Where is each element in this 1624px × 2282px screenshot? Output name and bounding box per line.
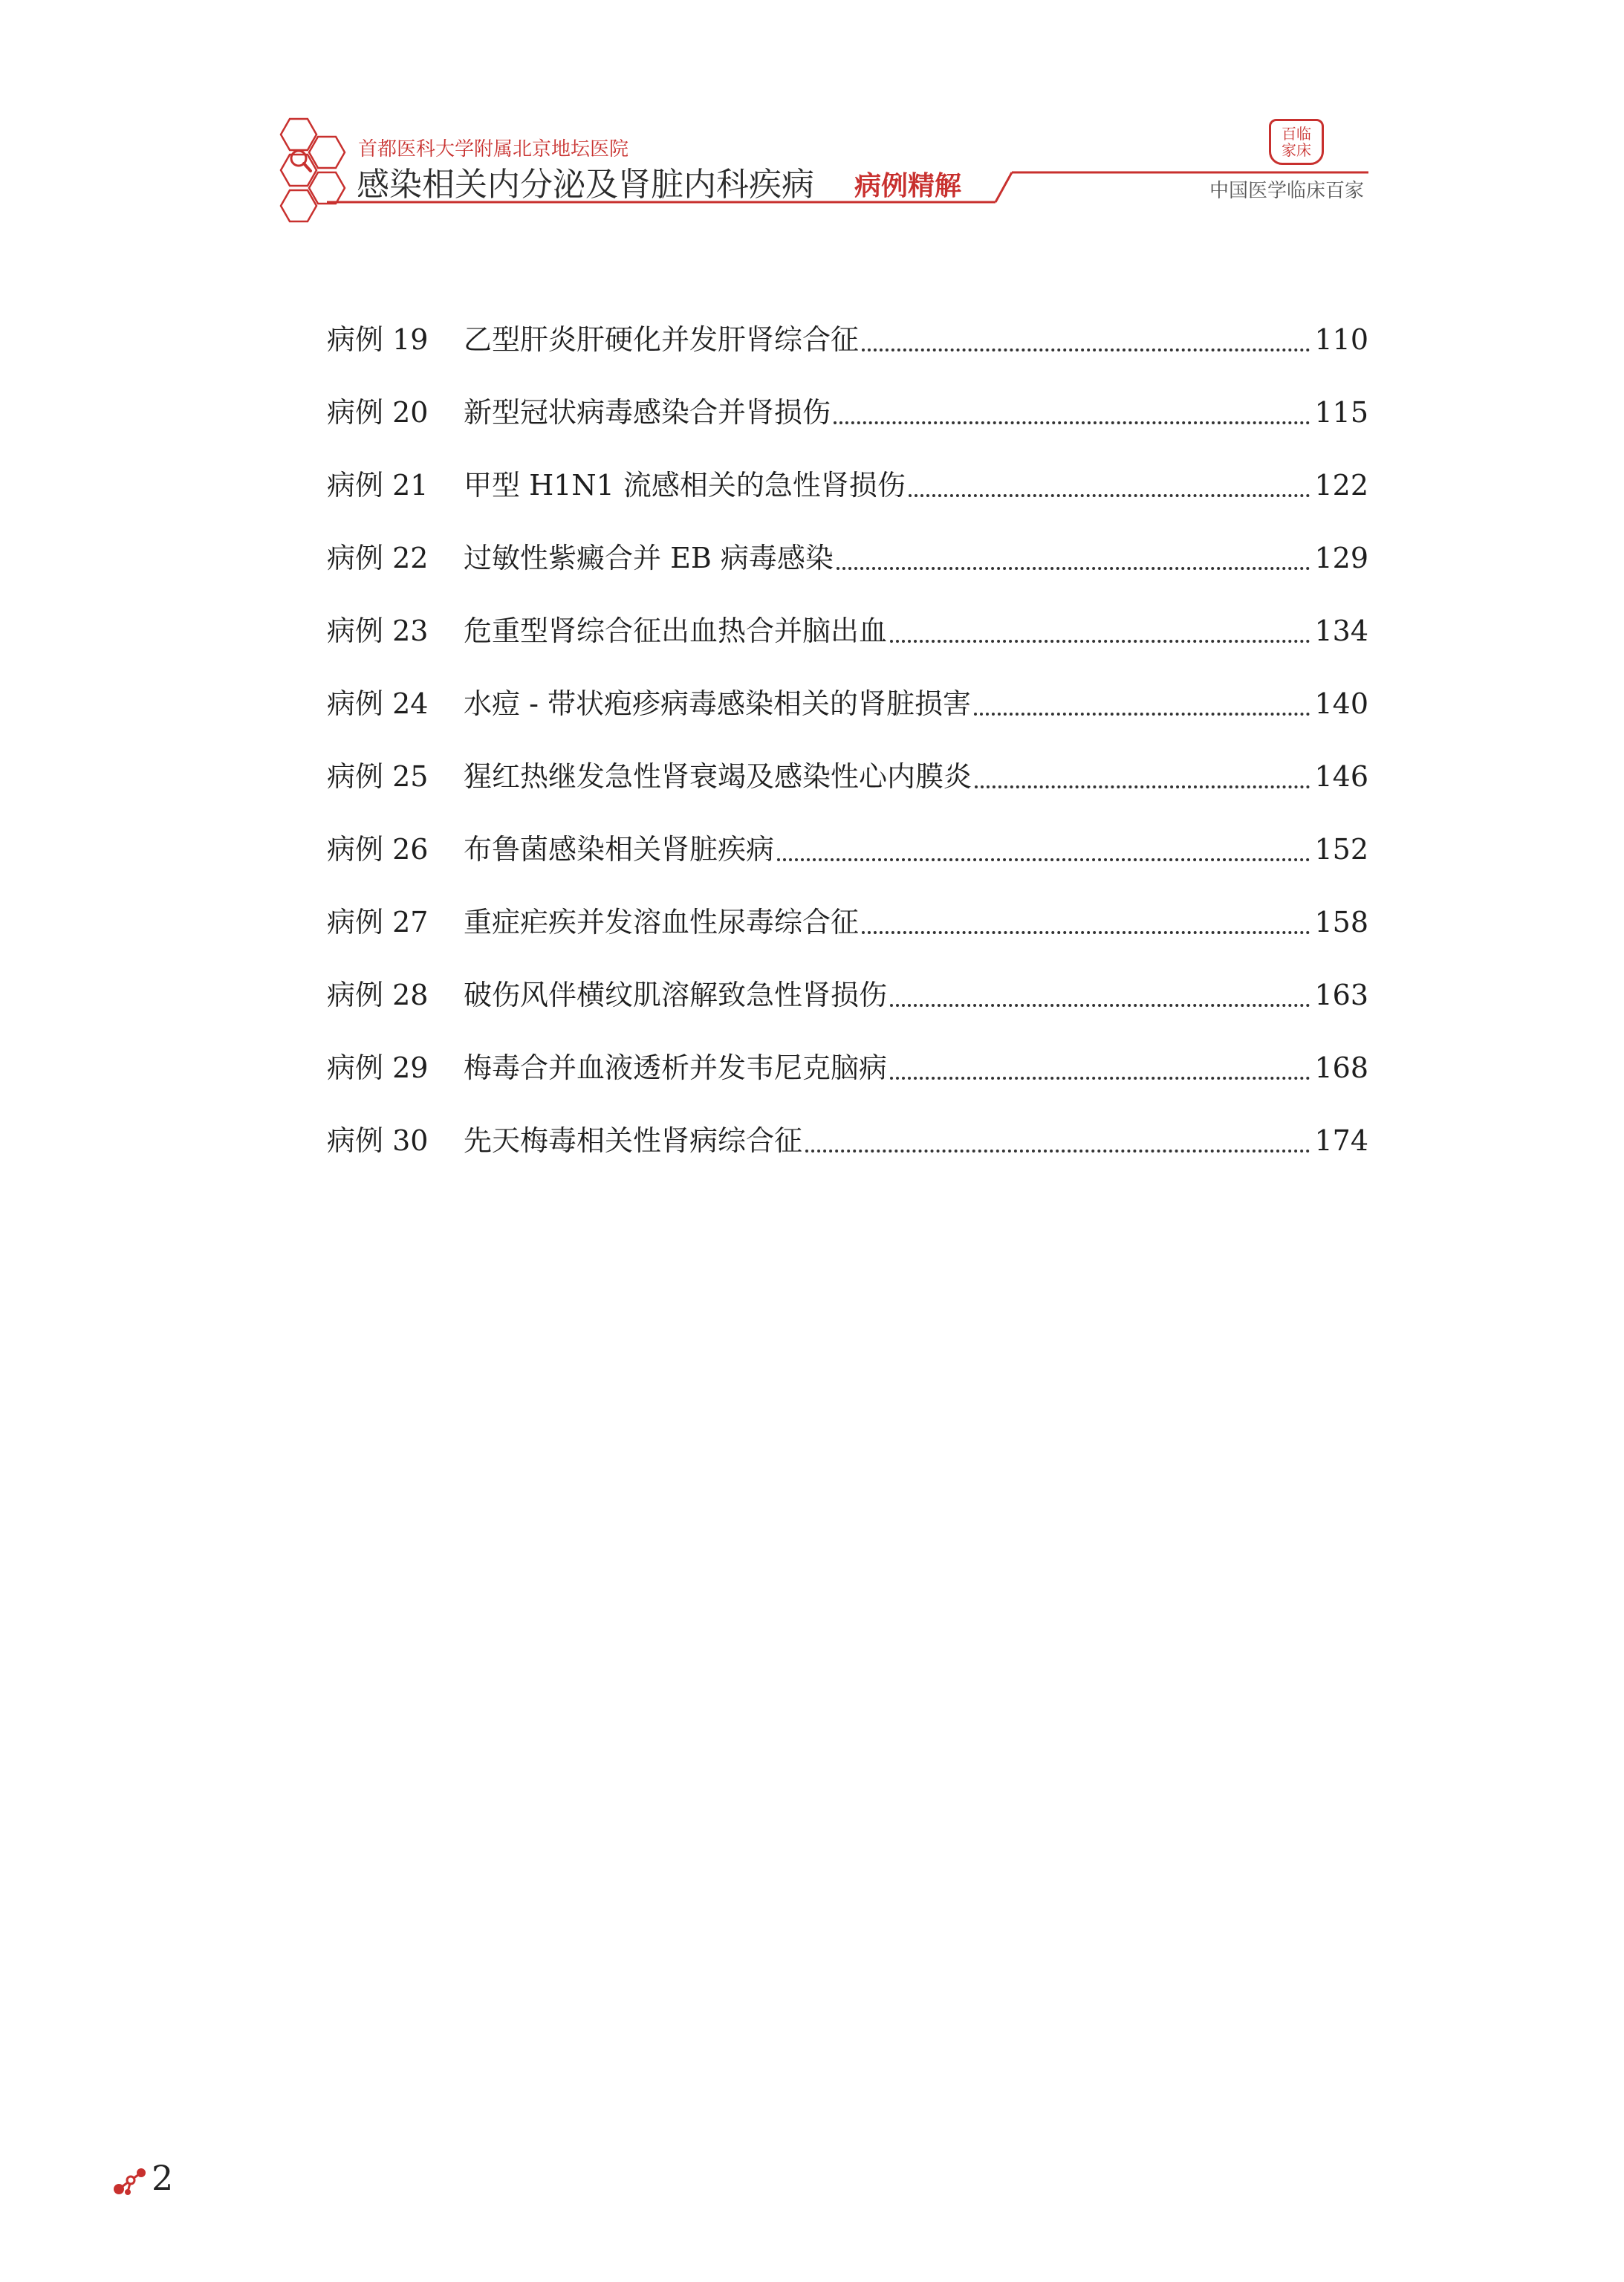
toc-dot-leader: [862, 347, 1310, 351]
seal-stamp-icon: [1269, 119, 1324, 165]
toc-entry-title: 新型冠状病毒感染合并肾损伤: [464, 396, 831, 429]
toc-entry-title: 猩红热继发急性肾衰竭及感染性心内膜炎: [464, 760, 972, 793]
toc-dot-leader: [837, 565, 1310, 570]
toc-entry[interactable]: [327, 740, 1368, 813]
toc-dot-leader: [777, 857, 1310, 861]
toc-entry-title: 水痘 - 带状疱疹病毒感染相关的肾脏损害: [464, 687, 971, 720]
toc-entry-page: 174: [1314, 1124, 1368, 1157]
hospital-name: 首都医科大学附属北京地坛医院: [358, 138, 629, 161]
toc-entry-label: 病例 19: [327, 323, 429, 356]
seal-text: 百临 家床: [1282, 125, 1311, 159]
toc-entry[interactable]: [327, 1104, 1368, 1177]
toc-entry-label: 病例 25: [327, 760, 429, 793]
toc-entry[interactable]: [327, 813, 1368, 886]
toc-dot-leader: [834, 420, 1310, 424]
page-header: [0, 0, 1624, 245]
toc-entry-label: 病例 29: [327, 1051, 429, 1084]
toc-entry-page: 152: [1314, 833, 1368, 866]
toc-entry[interactable]: [327, 594, 1368, 667]
toc-entry-label: 病例 22: [327, 542, 429, 574]
toc-entry-label: 病例 21: [327, 469, 429, 502]
toc-entry-label: 病例 26: [327, 833, 429, 866]
toc-entry-page: 163: [1314, 979, 1368, 1011]
toc-dot-leader: [909, 493, 1310, 497]
toc-entry-page: 140: [1314, 687, 1368, 720]
toc-entry-title: 布鲁菌感染相关肾脏疾病: [464, 833, 775, 866]
toc-entry-page: 129: [1314, 542, 1368, 574]
toc-entry-title: 甲型 H1N1 流感相关的急性肾损伤: [464, 469, 906, 502]
toc-entry-page: 115: [1314, 396, 1368, 429]
toc-entry-title: 梅毒合并血液透析并发韦尼克脑病: [464, 1051, 888, 1084]
toc-entry-page: 168: [1314, 1051, 1368, 1084]
toc-entry-label: 病例 30: [327, 1124, 429, 1157]
toc-entry[interactable]: [327, 522, 1368, 594]
toc-entry[interactable]: [327, 449, 1368, 522]
toc-entry[interactable]: [327, 376, 1368, 449]
toc-entry-page: 134: [1314, 615, 1368, 647]
toc-entry-label: 病例 24: [327, 687, 429, 720]
toc-dot-leader: [890, 638, 1310, 643]
toc-dot-leader: [890, 1002, 1310, 1007]
toc-entry-label: 病例 20: [327, 396, 429, 429]
toc-entry-title: 破伤风伴横纹肌溶解致急性肾损伤: [464, 979, 888, 1011]
book-title: 感染相关内分泌及肾脏内科疾病: [357, 166, 814, 204]
toc-entry-page: 122: [1314, 469, 1368, 502]
toc-entry[interactable]: [327, 667, 1368, 740]
molecule-icon: [111, 2165, 147, 2198]
page-number: 2: [152, 2158, 174, 2198]
book-subtitle: 病例精解: [854, 171, 962, 201]
toc-entry-page: 146: [1314, 760, 1368, 793]
series-name: 中国医学临床百家: [1209, 180, 1365, 202]
toc-entry-title: 先天梅毒相关性肾病综合征: [464, 1124, 803, 1157]
header-rule: [0, 0, 1624, 245]
table-of-contents: [327, 303, 1368, 1177]
toc-dot-leader: [890, 1075, 1310, 1080]
toc-entry-page: 110: [1314, 323, 1368, 356]
toc-entry[interactable]: [327, 959, 1368, 1031]
toc-entry-title: 危重型肾综合征出血热合并脑出血: [464, 615, 888, 647]
toc-entry[interactable]: [327, 1031, 1368, 1104]
toc-entry-page: 158: [1314, 906, 1368, 939]
toc-entry-label: 病例 27: [327, 906, 429, 939]
toc-entry[interactable]: [327, 886, 1368, 959]
toc-entry-label: 病例 28: [327, 979, 429, 1011]
toc-entry[interactable]: [327, 303, 1368, 376]
toc-dot-leader: [975, 784, 1310, 788]
toc-entry-title: 过敏性紫癜合并 EB 病毒感染: [464, 542, 834, 574]
toc-dot-leader: [805, 1148, 1310, 1153]
toc-dot-leader: [862, 930, 1310, 934]
toc-dot-leader: [974, 711, 1310, 716]
toc-entry-title: 重症疟疾并发溶血性尿毒综合征: [464, 906, 860, 939]
toc-entry-title: 乙型肝炎肝硬化并发肝肾综合征: [464, 323, 860, 356]
toc-entry-label: 病例 23: [327, 615, 429, 647]
